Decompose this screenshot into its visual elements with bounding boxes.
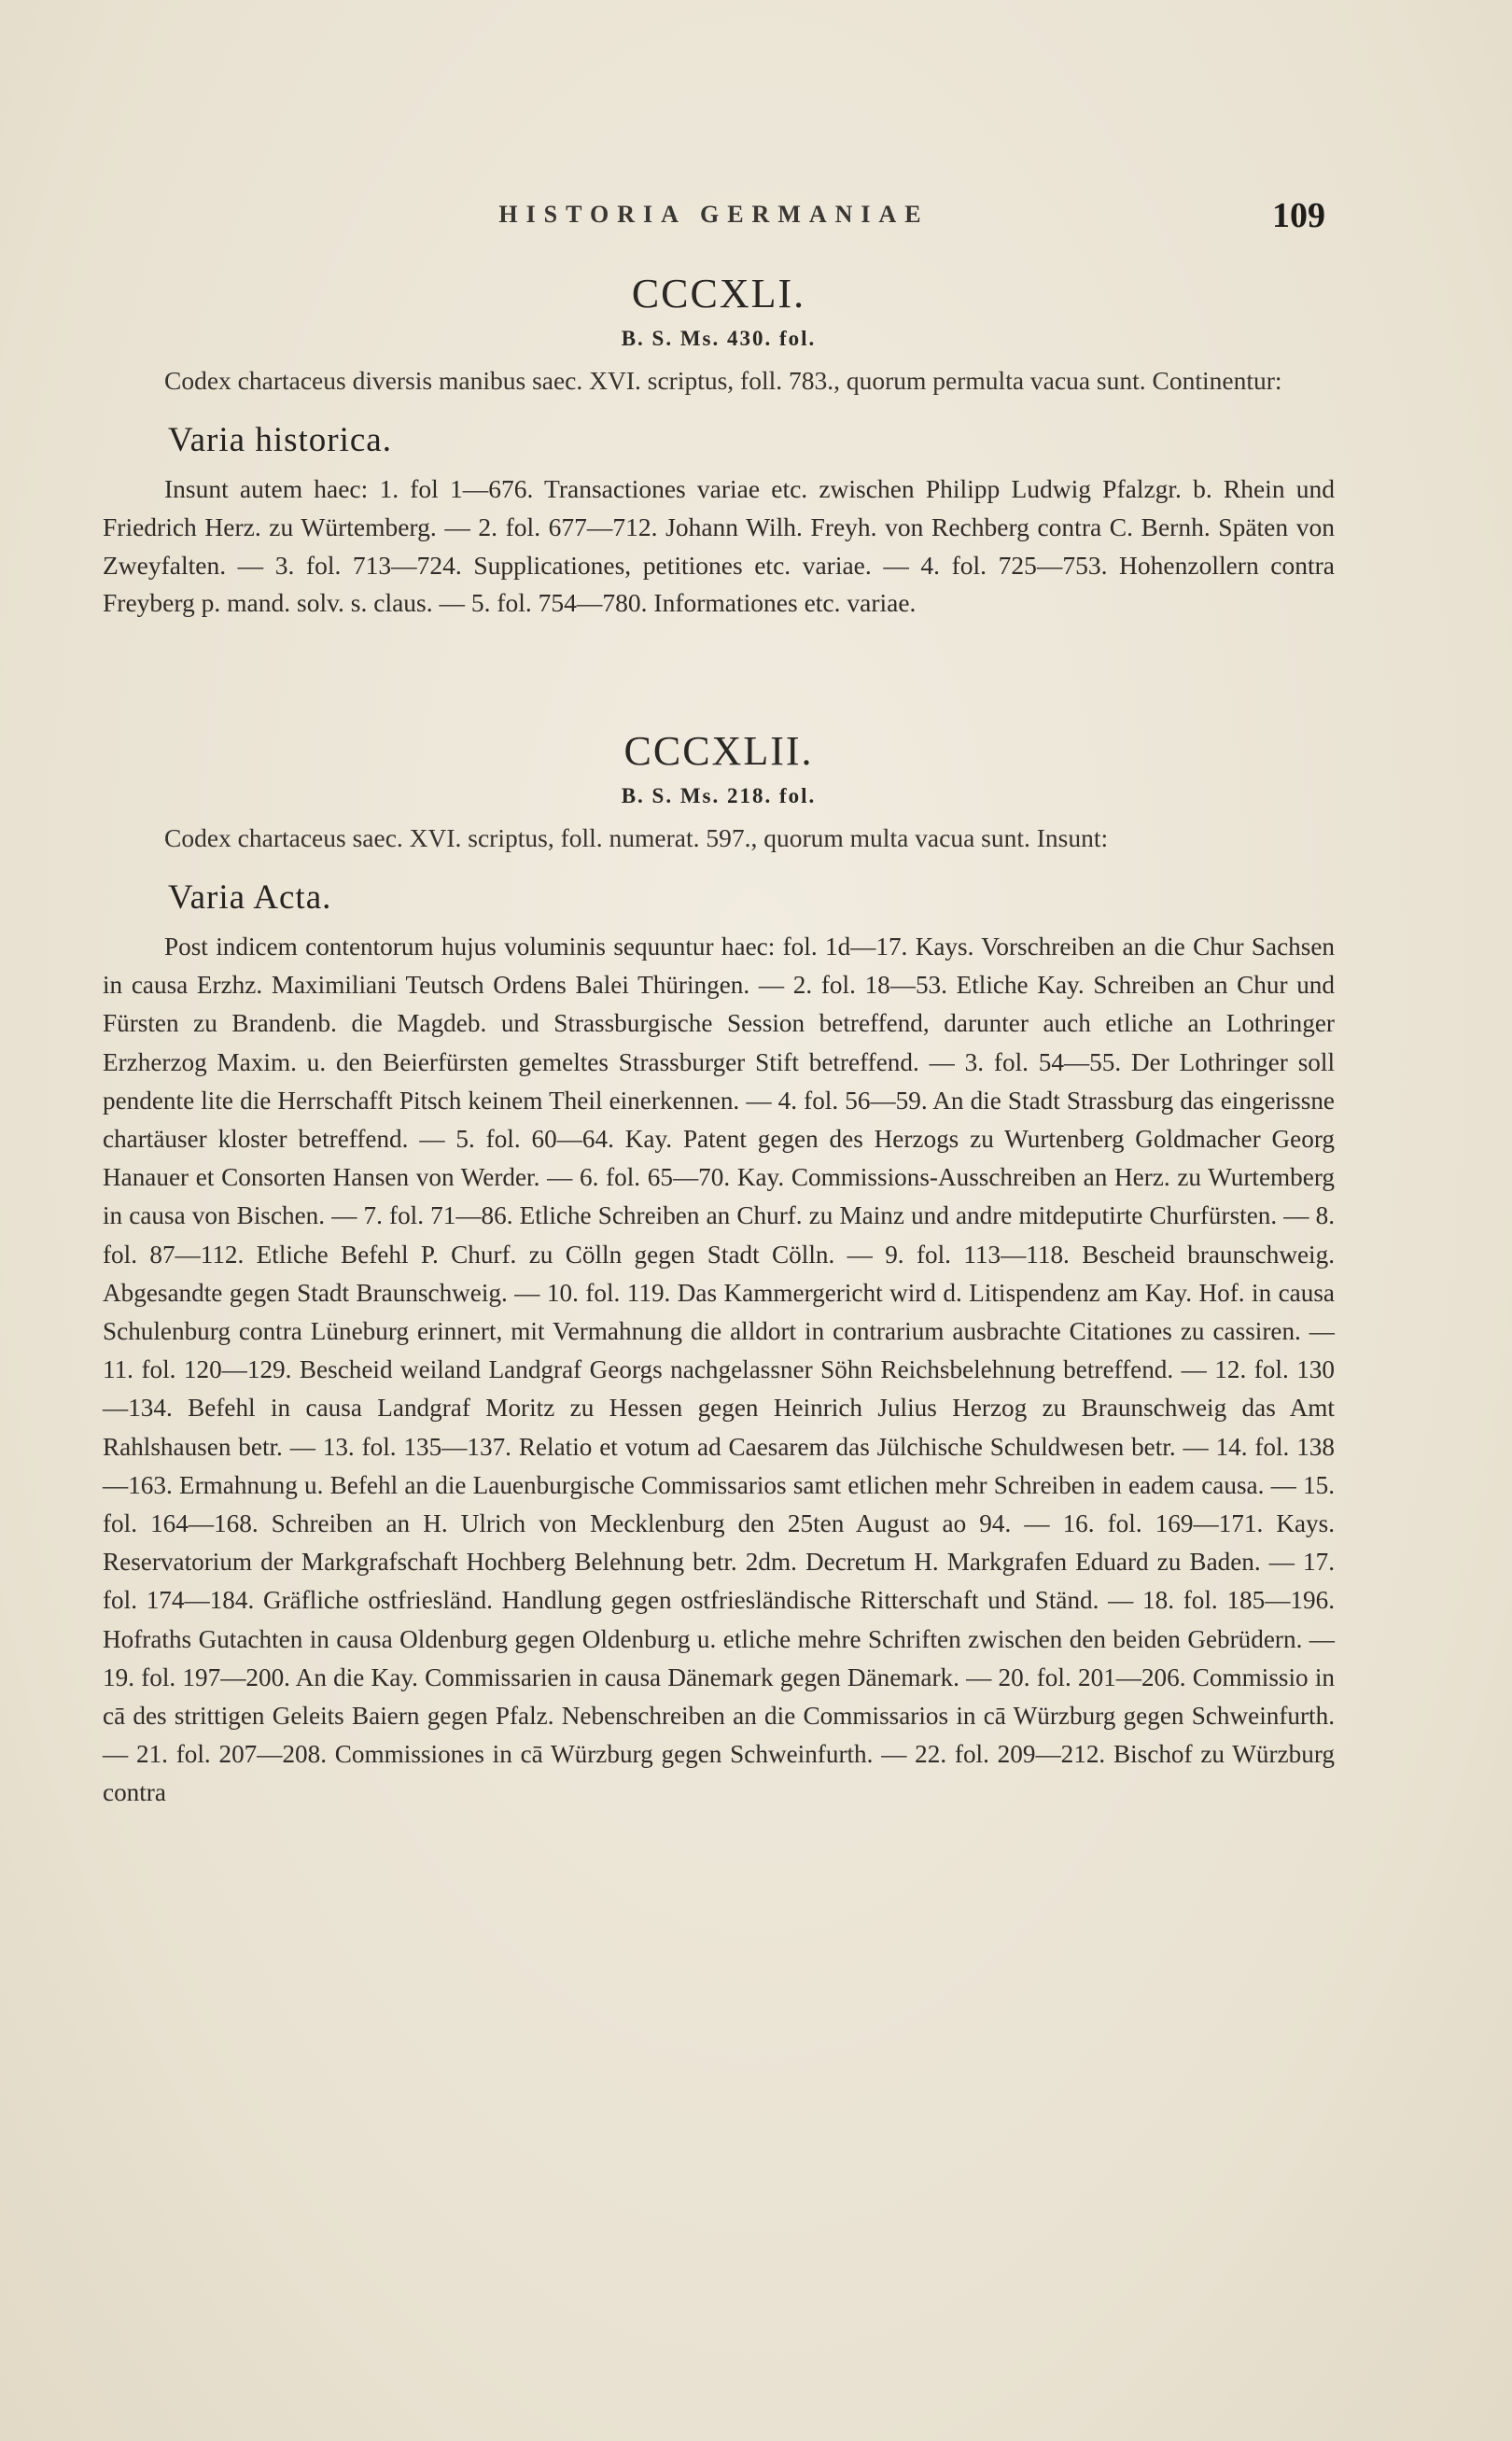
entry-shelfmark: B. S. Ms. 218. fol. xyxy=(621,784,817,807)
catalog-entry xyxy=(103,723,1335,1813)
entry-numeral: CCCXLI. xyxy=(631,271,806,316)
entry-body: Insunt autem haec: 1. fol 1—676. Transactiones variae etc. zwischen Philipp Ludwig Pfalzgr. b. Rhein und Friedrich Herz. zu Würtemberg. — 2. fol. 677—712. Johann Wilh. Freyh. von Rechberg contra C. Bernh. Späten von Zweyfalten. — 3. fol. 713—724. Supplicationes, petitiones etc. variae. — 4. fol. 725—753. Hohenzollern contra Freyberg p. mand. solv. s. claus. — 5. fol. 754—780. Informationes etc. variae. xyxy=(103,474,1335,618)
entry-section-title: Varia Acta. xyxy=(168,878,332,917)
running-title: HISTORIA GERMANIAE xyxy=(498,201,930,228)
entry-body: Post indicem contentorum hujus voluminis sequuntur haec: fol. 1d—17. Kays. Vorschreiben an die Chur Sachsen in causa Erzhz. Maximiliani Teutsch Ordens Balei Thüringen. — 2. fol. 18—53. Etliche Kay. Schreiben an Chur und Fürsten zu Brandenb. die Magdeb. und Strassburgische Session betreffend, darunter auch etliche an Lothringer Erzherzog Maxim. u. den Beierfürsten gemeltes Strassburger Stift betreffend. — 3. fol. 54—55. Der Lothringer soll pendente lite die Herrschafft Pitsch keinem Theil einerkennen. — 4. fol. 56—59. An die Stadt Strassburg das eingerissne chartäuser kloster betreffend. — 5. fol. 60—64. Kay. Patent gegen des Herzogs zu Wurtenberg Goldmacher Georg Hanauer et Consorten Hansen von Werder. — 6. fol. 65—70. Kay. Commissions-Ausschreiben an Herz. zu Wurtemberg in causa von Bischen. — 7. fol. 71—86. Etliche Schreiben an Churf. zu Mainz und andre mitdeputirte Churfürsten. — 8. fol. 87—112. Etliche Befehl P. Churf. zu Cölln gegen Stadt Cölln. — 9. fol. 113—118. Bescheid braunschweig. Abgesandte gegen Stadt Braunschweig. — 10. fol. 119. Das Kammergericht wird d. Litispendenz am Kay. Hof. in causa Schulenburg contra Lüneburg erinnert, mit Vermahnung die alldort in contrarium ausbrachte Citationes zu cassiren. — 11. fol. 120—129. Bescheid weiland Landgraf Georgs nachgelassner Söhn Reichsbelehnung betreffend. — 12. fol. 130—134. Befehl in causa Landgraf Moritz zu Hessen gegen Heinrich Julius Herzog zu Braunschweig das Amt Rahlshausen betr. — 13. fol. 135—137. Relatio et votum ad Caesarem das Jülchische Schuldwesen betr. — 14. fol. 138—163. Ermahnung u. Befehl an die Lauenburgische Commissarios samt etlichen mehr Schreiben in eadem causa. — 15. fol. 164—168. Schreiben an H. Ulrich von Mecklenburg den 25ten August ao 94. — 16. fol. 169—171. Kays. Reservatorium der Markgrafschaft Hochberg Belehnung betr. 2dm. Decretum H. Markgrafen Eduard zu Baden. — 17. fol. 174—184. Gräfliche ostfriesländ. Handlung gegen ostfriesländische Ritterschaft und Ständ. — 18. fol. 185—196. Hofraths Gutachten in causa Oldenburg gegen Oldenburg u. etliche mehre Schriften zwischen den beiden Gebrüdern. — 19. fol. 197—200. An die Kay. Commissarien in causa Dänemark gegen Dänemark. — 20. fol. 201—206. Commissio in cā des strittigen Geleits Baiern gegen Pfalz. Nebenschreiben an die Commissarios in cā Würzburg gegen Schweinfurth. — 21. fol. 207—208. Commissiones in cā Würzburg gegen Schweinfurth. — 22. fol. 209—212. Bischof zu Würzburg contra xyxy=(103,933,1335,1807)
entry-description: Codex chartaceus diversis manibus saec. XVI. scriptus, foll. 783., quorum permulta vacua sunt. Continentur: xyxy=(164,366,1282,395)
running-head xyxy=(103,196,1325,247)
entry-shelfmark: B. S. Ms. 430. fol. xyxy=(621,327,817,350)
catalog-entry xyxy=(103,266,1335,623)
page-number: 109 xyxy=(1272,196,1325,235)
entry-section-title: Varia historica. xyxy=(168,421,392,459)
entry-numeral: CCCXLII. xyxy=(623,728,814,774)
entry-description: Codex chartaceus saec. XVI. scriptus, foll. numerat. 597., quorum multa vacua sunt. Insunt: xyxy=(164,823,1109,852)
